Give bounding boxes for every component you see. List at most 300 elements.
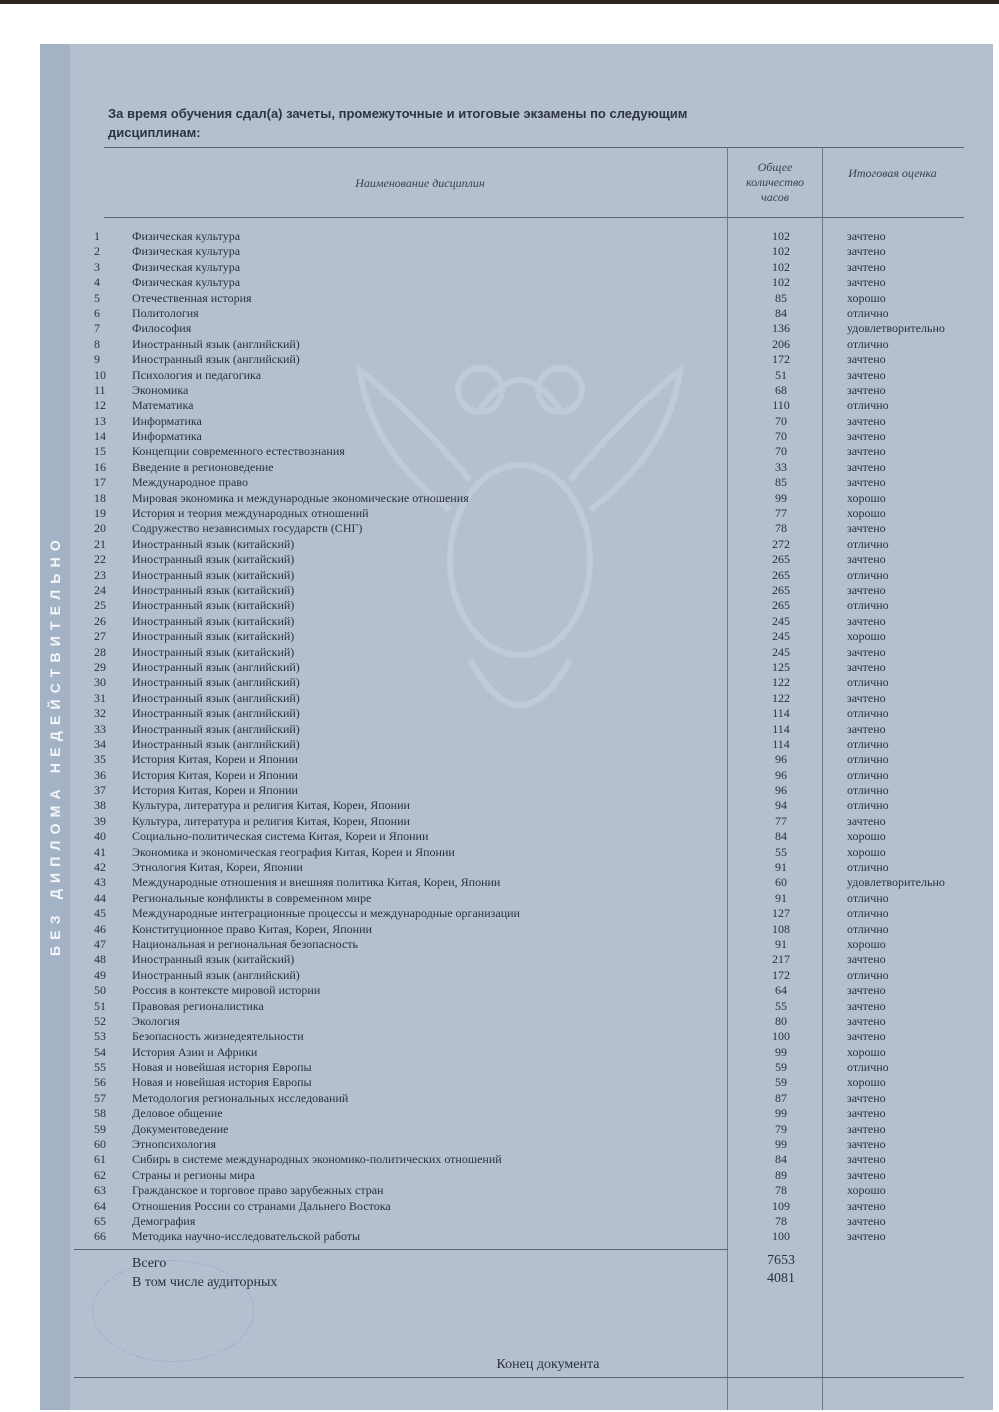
grade-value: зачтено [847,1167,886,1182]
discipline-name: Гражданское и торговое право зарубежных стран [132,1183,384,1198]
total-label: Всего [132,1256,167,1271]
discipline-name: История Китая, Кореи и Японии [132,767,298,782]
hours-value: 85 [775,475,787,490]
discipline-name: Конституционное право Китая, Кореи, Японии [132,921,372,936]
table-row [0,968,999,983]
row-number: 50 [94,983,106,998]
table-row [0,506,999,521]
table-row [0,383,999,398]
row-number: 7 [94,321,100,336]
hours-value: 136 [772,321,790,336]
row-number: 48 [94,952,106,967]
hours-value: 100 [772,1229,790,1244]
discipline-name: Иностранный язык (китайский) [132,613,295,628]
grade-value: отлично [847,767,889,782]
row-number: 20 [94,521,106,536]
table-row [0,352,999,367]
hours-value: 245 [772,644,790,659]
table-row [0,1045,999,1060]
hours-value: 60 [775,875,787,890]
table-row [0,922,999,937]
discipline-name: Иностранный язык (английский) [132,352,300,367]
grade-value: отлично [847,783,889,798]
discipline-name: Иностранный язык (китайский) [132,598,295,613]
discipline-name: Иностранный язык (китайский) [132,536,295,551]
row-number: 14 [94,429,106,444]
row-number: 62 [94,1167,106,1182]
table-row [0,629,999,644]
discipline-name: Отношения России со странами Дальнего Востока [132,1198,391,1213]
grade-value: зачтено [847,1029,886,1044]
discipline-name: История и теория международных отношений [132,506,369,521]
discipline-name: Иностранный язык (английский) [132,721,300,736]
table-row [0,999,999,1014]
grade-value: зачтено [847,275,886,290]
hours-value: 102 [772,259,790,274]
table-row [0,1075,999,1090]
discipline-name: Новая и новейшая история Европы [132,1075,312,1090]
discipline-name: Информатика [132,429,202,444]
hours-value: 96 [775,752,787,767]
grade-value: удовлетворительно [847,321,945,336]
table-row [0,1214,999,1229]
row-number: 40 [94,829,106,844]
table-row [0,937,999,952]
hours-value: 70 [775,413,787,428]
row-number: 11 [94,382,106,397]
hours-value: 265 [772,567,790,582]
row-number: 29 [94,659,106,674]
row-number: 51 [94,998,106,1013]
grade-value: хорошо [847,506,886,521]
grade-value: зачтено [847,521,886,536]
table-row [0,414,999,429]
table-row [0,1152,999,1167]
table-row [0,275,999,290]
grade-value: зачтено [847,582,886,597]
row-number: 56 [94,1075,106,1090]
header-hours: Общее количество часов [745,160,805,204]
row-number: 15 [94,444,106,459]
grade-value: отлично [847,736,889,751]
header-name: Наименование дисциплин [355,176,485,190]
hours-value: 122 [772,675,790,690]
row-number: 32 [94,706,106,721]
discipline-name: Мировая экономика и международные экономические отношения [132,490,469,505]
hours-value: 265 [772,598,790,613]
discipline-name: Документоведение [132,1121,229,1136]
grade-value: зачтено [847,1013,886,1028]
row-number: 54 [94,1044,106,1059]
hours-value: 102 [772,244,790,259]
row-number: 27 [94,629,106,644]
row-number: 21 [94,536,106,551]
discipline-name: Концепции современного естествознания [132,444,345,459]
hours-value: 99 [775,1044,787,1059]
grade-value: отлично [847,860,889,875]
table-row [0,244,999,259]
discipline-name: Философия [132,321,192,336]
hours-value: 206 [772,336,790,351]
row-number: 57 [94,1090,106,1105]
row-number: 13 [94,413,106,428]
hours-value: 85 [775,290,787,305]
table-row [0,1014,999,1029]
hours-value: 59 [775,1060,787,1075]
hours-value: 77 [775,813,787,828]
row-number: 31 [94,690,106,705]
hours-value: 217 [772,952,790,967]
grade-value: зачтено [847,475,886,490]
row-number: 1 [94,229,100,243]
table-row [0,783,999,798]
grade-value: зачтено [847,352,886,367]
row-number: 35 [94,752,106,767]
discipline-name: Физическая культура [132,275,241,290]
grade-value: зачтено [847,952,886,967]
grade-value: зачтено [847,613,886,628]
hours-value: 172 [772,967,790,982]
row-number: 8 [94,336,100,351]
table-row [0,1122,999,1137]
row-number: 63 [94,1183,106,1198]
table-row [0,321,999,336]
hours-value: 265 [772,552,790,567]
hours-value: 51 [775,367,787,382]
grade-value: зачтено [847,229,886,243]
grade-value: отлично [847,906,889,921]
scan-edge [0,0,999,4]
table-row [0,845,999,860]
table-row [0,444,999,459]
grade-value: зачтено [847,659,886,674]
discipline-name: Сибирь в системе международных экономико-политических отношений [132,1152,502,1167]
discipline-name: Введение в регионоведение [132,459,274,474]
discipline-name: Политология [132,305,199,320]
table-row [0,460,999,475]
discipline-name: История Китая, Кореи и Японии [132,783,298,798]
table-row [0,645,999,660]
grade-value: зачтено [847,813,886,828]
discipline-name: Культура, литература и религия Китая, Кореи, Японии [132,798,410,813]
grade-value: зачтено [847,244,886,259]
table-row [0,660,999,675]
hours-value: 245 [772,613,790,628]
row-number: 44 [94,890,106,905]
grade-value: отлично [847,921,889,936]
grade-value: хорошо [847,290,886,305]
discipline-name: Новая и новейшая история Европы [132,1060,312,1075]
row-number: 65 [94,1214,106,1228]
grade-value: зачтено [847,690,886,705]
table-row [0,983,999,998]
hours-value: 99 [775,1106,787,1121]
table-row [0,475,999,490]
discipline-name: Национальная и региональная безопасность [132,936,359,951]
grade-value: отлично [847,305,889,320]
row-number: 61 [94,1152,106,1167]
row-number: 47 [94,936,106,951]
row-number: 58 [94,1106,106,1121]
hours-value: 114 [772,736,790,751]
grade-value: отлично [847,536,889,551]
hours-value: 55 [775,844,787,859]
grade-value: хорошо [847,490,886,505]
hours-value: 94 [775,798,787,813]
discipline-name: Иностранный язык (китайский) [132,644,295,659]
row-number: 42 [94,860,106,875]
row-number: 64 [94,1198,106,1213]
auditory-value: 4081 [767,1271,795,1286]
table-row [0,1168,999,1183]
hours-value: 96 [775,783,787,798]
row-number: 34 [94,736,106,751]
hours-value: 102 [772,275,790,290]
grade-value: хорошо [847,1044,886,1059]
row-number: 17 [94,475,106,490]
row-number: 46 [94,921,106,936]
row-number: 45 [94,906,106,921]
discipline-name: Иностранный язык (английский) [132,659,300,674]
discipline-name: Безопасность жизнедеятельности [132,1029,304,1044]
row-number: 6 [94,305,100,320]
discipline-name: Иностранный язык (китайский) [132,552,295,567]
header-top-line [104,147,964,148]
hours-value: 127 [772,906,790,921]
table-row [0,229,999,244]
hours-value: 84 [775,305,787,320]
table-row [0,614,999,629]
discipline-name: Психология и педагогика [132,367,262,382]
discipline-name: Страны и регионы мира [132,1167,255,1182]
grade-value: хорошо [847,629,886,644]
row-number: 66 [94,1229,106,1244]
grade-value: отлично [847,1060,889,1075]
hours-value: 100 [772,1029,790,1044]
table-row [0,521,999,536]
grade-value: зачтено [847,1090,886,1105]
row-number: 16 [94,459,106,474]
grade-value: зачтено [847,1137,886,1152]
discipline-name: Физическая культура [132,259,241,274]
table-row [0,368,999,383]
table-row [0,306,999,321]
hours-value: 122 [772,690,790,705]
hours-value: 99 [775,490,787,505]
discipline-name: Иностранный язык (английский) [132,736,300,751]
row-number: 3 [94,259,100,274]
hours-value: 96 [775,767,787,782]
table-row [0,1199,999,1214]
table-row [0,814,999,829]
row-number: 26 [94,613,106,628]
discipline-name: Математика [132,398,194,413]
table-row [0,798,999,813]
discipline-name: Демография [132,1214,196,1228]
table-row [0,891,999,906]
grade-value: отлично [847,336,889,351]
discipline-name: Этнопсихология [132,1137,216,1152]
hours-value: 70 [775,429,787,444]
hours-value: 78 [775,521,787,536]
table-row [0,1137,999,1152]
table-row [0,752,999,767]
grade-value: зачтено [847,459,886,474]
grade-value: зачтено [847,259,886,274]
row-number: 28 [94,644,106,659]
table-row [0,1029,999,1044]
row-number: 23 [94,567,106,582]
discipline-name: Иностранный язык (китайский) [132,952,295,967]
discipline-name: Иностранный язык (английский) [132,706,300,721]
table-row [0,1183,999,1198]
table-row [0,691,999,706]
hours-value: 78 [775,1214,787,1228]
discipline-name: Методика научно-исследовательской работы [132,1229,361,1244]
grade-value: зачтено [847,1121,886,1136]
discipline-name: Иностранный язык (китайский) [132,629,295,644]
grade-value: отлично [847,752,889,767]
row-number: 41 [94,844,106,859]
row-number: 30 [94,675,106,690]
grade-value: зачтено [847,721,886,736]
hours-value: 99 [775,1137,787,1152]
hours-value: 33 [775,459,787,474]
hours-value: 125 [772,659,790,674]
row-number: 10 [94,367,106,382]
grade-value: зачтено [847,382,886,397]
table-row [0,337,999,352]
table-bottom-line [74,1377,964,1378]
discipline-name: Методология региональных исследований [132,1090,349,1105]
row-number: 25 [94,598,106,613]
grade-value: отлично [847,598,889,613]
discipline-name: Информатика [132,413,202,428]
table-row [0,291,999,306]
row-number: 9 [94,352,100,367]
grade-value: хорошо [847,829,886,844]
grade-value: отлично [847,890,889,905]
intro-text: За время обучения сдал(а) зачеты, промежуточные и итоговые экзамены по следующим дисциплинам: [108,106,688,140]
grade-value: зачтено [847,1198,886,1213]
hours-value: 108 [772,921,790,936]
table-row [0,722,999,737]
table-row [0,875,999,890]
row-number: 53 [94,1029,106,1044]
row-number: 38 [94,798,106,813]
discipline-name: Физическая культура [132,244,241,259]
hours-value: 114 [772,706,790,721]
grade-value: отлично [847,967,889,982]
row-number: 59 [94,1121,106,1136]
hours-value: 84 [775,829,787,844]
hours-value: 78 [775,1183,787,1198]
header-grade: Итоговая оценка [848,166,937,180]
table-row [0,952,999,967]
row-number: 60 [94,1137,106,1152]
grade-value: зачтено [847,429,886,444]
discipline-name: Содружество независимых государств (СНГ) [132,521,363,536]
discipline-name: Иностранный язык (английский) [132,336,300,351]
grade-value: хорошо [847,1075,886,1090]
grade-value: хорошо [847,844,886,859]
discipline-name: Этнология Китая, Кореи, Японии [132,860,303,875]
discipline-name: Иностранный язык (английский) [132,690,300,705]
grade-value: зачтено [847,998,886,1013]
grade-value: зачтено [847,552,886,567]
row-number: 24 [94,582,106,597]
discipline-name: Россия в контексте мировой истории [132,983,321,998]
hours-value: 110 [772,398,790,413]
hours-value: 91 [775,860,787,875]
header-bottom-line [104,217,964,218]
discipline-name: Иностранный язык (китайский) [132,567,295,582]
table-row [0,860,999,875]
discipline-name: Экономика [132,382,189,397]
table-row [0,398,999,413]
row-number: 19 [94,506,106,521]
discipline-name: Иностранный язык (китайский) [132,582,295,597]
table-row [0,568,999,583]
grade-value: отлично [847,798,889,813]
grade-value: зачтено [847,1229,886,1244]
hours-value: 80 [775,1013,787,1028]
table-row [0,1060,999,1075]
row-number: 36 [94,767,106,782]
table-row [0,706,999,721]
grade-value: зачтено [847,1152,886,1167]
grade-value: хорошо [847,936,886,951]
table-row [0,768,999,783]
discipline-name: Деловое общение [132,1106,223,1121]
discipline-name: Иностранный язык (английский) [132,967,300,982]
discipline-name: История Китая, Кореи и Японии [132,752,298,767]
row-number: 22 [94,552,106,567]
grade-value: отлично [847,398,889,413]
grade-value: зачтено [847,444,886,459]
table-row [0,552,999,567]
hours-value: 87 [775,1090,787,1105]
table-row [0,491,999,506]
discipline-name: Региональные конфликты в современном мире [132,890,372,905]
hours-value: 84 [775,1152,787,1167]
grade-value: зачтено [847,413,886,428]
grade-value: зачтено [847,1106,886,1121]
discipline-name: Международное право [132,475,248,490]
grade-value: отлично [847,567,889,582]
discipline-name: Отечественная история [132,290,252,305]
discipline-name: Культура, литература и религия Китая, Кореи, Японии [132,813,410,828]
table-row [0,429,999,444]
grade-value: хорошо [847,1183,886,1198]
row-number: 49 [94,967,106,982]
hours-value: 265 [772,582,790,597]
table-row [0,598,999,613]
total-value: 7653 [767,1253,795,1268]
row-number: 4 [94,275,100,290]
grade-value: зачтено [847,1214,886,1228]
table-row [0,1091,999,1106]
hours-value: 114 [772,721,790,736]
discipline-name: Физическая культура [132,229,241,243]
table-row [0,583,999,598]
discipline-name: Международные отношения и внешняя политика Китая, Кореи, Японии [132,875,501,890]
table-row [0,829,999,844]
discipline-name: Социально-политическая система Китая, Кореи и Японии [132,829,429,844]
row-number: 39 [94,813,106,828]
hours-value: 64 [775,983,787,998]
auditory-label: В том числе аудиторных [132,1275,278,1290]
